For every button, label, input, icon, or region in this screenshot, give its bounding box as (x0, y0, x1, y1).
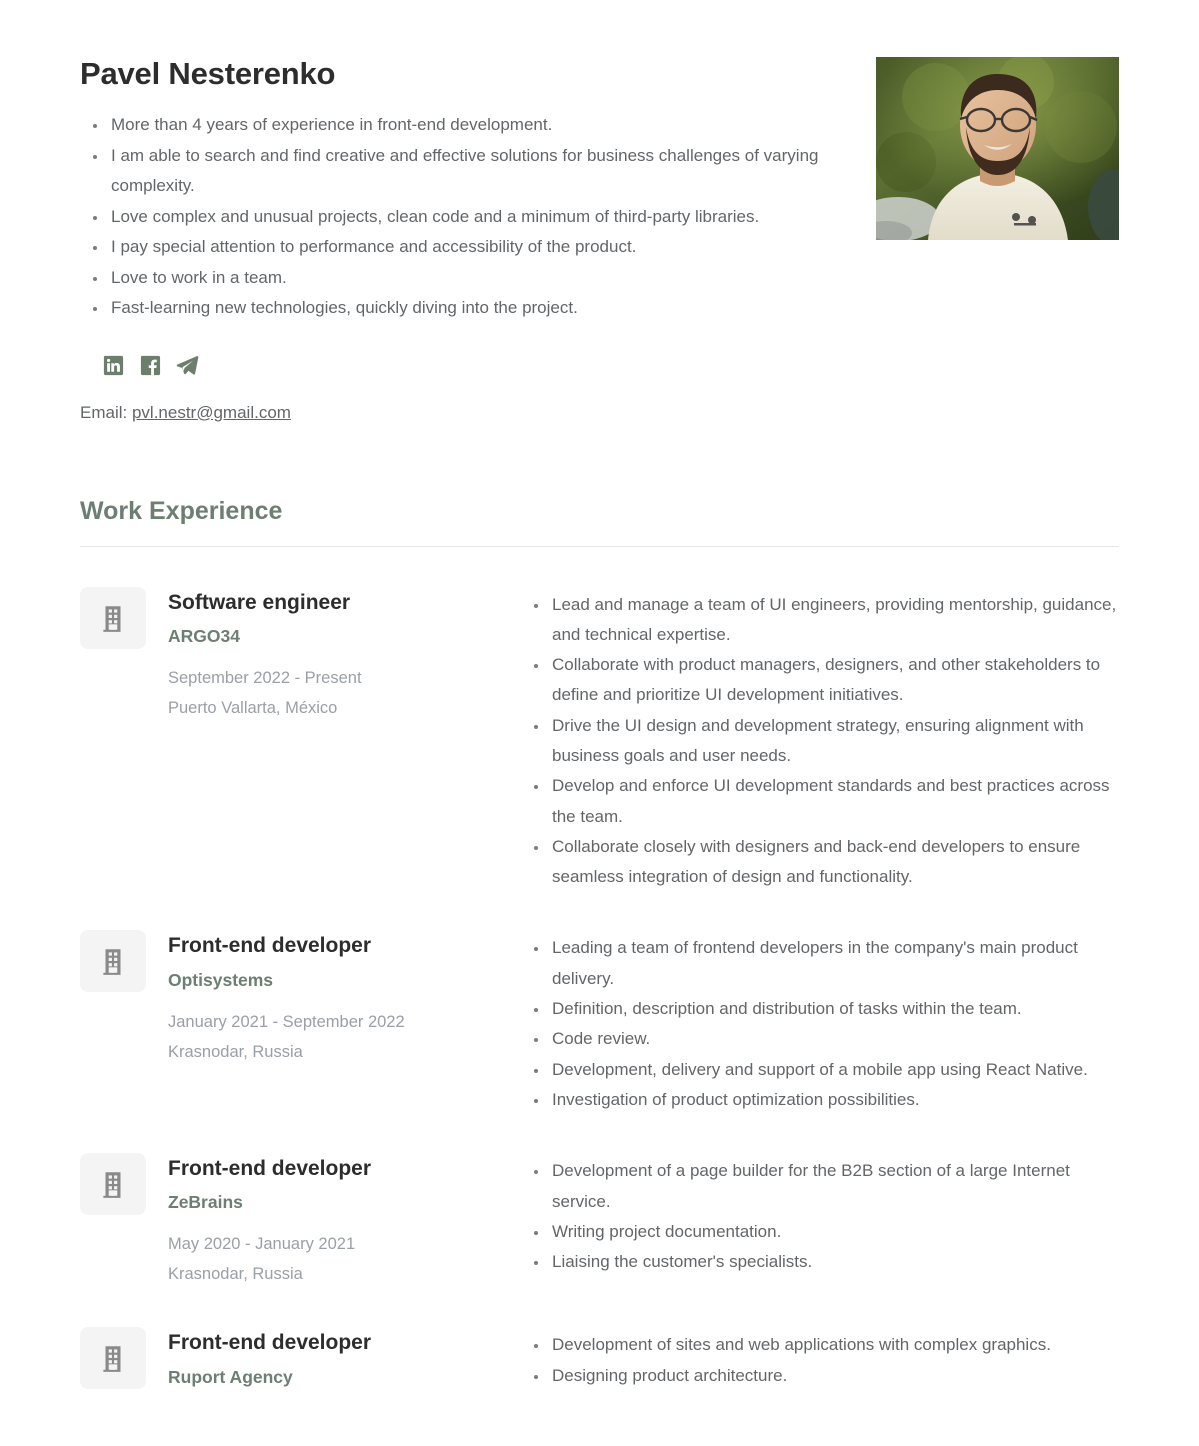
job-title: Front-end developer (168, 1331, 372, 1355)
list-item: Lead and manage a team of UI engineers, providing mentorship, guidance, and technical expertise. (525, 590, 1119, 651)
list-item: Definition, description and distribution of tasks within the team. (525, 994, 1119, 1024)
job-meta (168, 1327, 525, 1403)
avatar (876, 57, 1119, 240)
job-entry (80, 1327, 1119, 1403)
list-item: Fast-learning new technologies, quickly diving into the project. (80, 293, 840, 324)
job-title: Front-end developer (168, 934, 372, 958)
section-title: Work Experience (80, 496, 283, 525)
list-item: Code review. (525, 1024, 1119, 1054)
linkedin-icon[interactable] (101, 353, 126, 378)
list-item: Development of sites and web applications with complex graphics. (525, 1330, 1119, 1360)
job-company: ARGO34 (168, 625, 240, 646)
job-duties (525, 1327, 1119, 1391)
job-duties (525, 1153, 1119, 1277)
resume-header (80, 0, 1119, 423)
job-title: Software engineer (168, 590, 351, 614)
building-icon (80, 587, 146, 649)
list-item: Collaborate closely with designers and back-end developers to ensure seamless integration of design and functionality. (525, 832, 1119, 893)
list-item: Love complex and unusual projects, clean code and a minimum of third-party libraries. (80, 202, 840, 233)
job-company: ZeBrains (168, 1192, 243, 1213)
list-item: Development, delivery and support of a mobile app using React Native. (525, 1055, 1119, 1085)
email-label: Email: (80, 402, 128, 422)
list-item: Love to work in a team. (80, 263, 840, 294)
list-item: Liaising the customer's specialists. (525, 1247, 1119, 1277)
building-icon (80, 930, 146, 992)
job-company: Ruport Agency (168, 1366, 293, 1387)
job-duties (525, 587, 1119, 893)
job-meta (168, 1153, 525, 1289)
list-item: Writing project documentation. (525, 1217, 1119, 1247)
list-item: I pay special attention to performance and accessibility of the product. (80, 232, 840, 263)
page-title: Pavel Nesterenko (80, 56, 336, 91)
telegram-icon[interactable] (175, 353, 200, 378)
job-meta (168, 587, 525, 723)
email-link[interactable]: pvl.nestr@gmail.com (131, 402, 291, 422)
job-dates: May 2020 - January 2021 (168, 1235, 356, 1254)
job-location: Puerto Vallarta, México (168, 698, 338, 717)
job-location: Krasnodar, Russia (168, 1042, 303, 1061)
list-item: Investigation of product optimization possibilities. (525, 1085, 1119, 1115)
section-divider (80, 546, 1119, 547)
building-icon (80, 1327, 146, 1389)
list-item: Leading a team of frontend developers in the company's main product delivery. (525, 933, 1119, 994)
facebook-icon[interactable] (138, 353, 163, 378)
job-entry (80, 587, 1119, 893)
list-item: Develop and enforce UI development standards and best practices across the team. (525, 771, 1119, 832)
job-duties (525, 930, 1119, 1115)
job-title: Front-end developer (168, 1157, 372, 1181)
job-meta (168, 930, 525, 1066)
job-location: Krasnodar, Russia (168, 1265, 303, 1284)
job-entry (80, 930, 1119, 1115)
list-item: More than 4 years of experience in front-end development. (80, 110, 840, 141)
building-icon (80, 1153, 146, 1215)
job-company: Optisystems (168, 969, 274, 990)
job-entry (80, 1153, 1119, 1289)
list-item: Development of a page builder for the B2B section of a large Internet service. (525, 1156, 1119, 1217)
job-dates: January 2021 - September 2022 (168, 1012, 405, 1031)
social-links (80, 353, 1119, 378)
work-experience-section (80, 497, 1119, 1404)
email-line (80, 403, 1119, 423)
summary-list (80, 110, 840, 324)
list-item: Drive the UI design and development strategy, ensuring alignment with business goals and user needs. (525, 711, 1119, 772)
job-dates: September 2022 - Present (168, 668, 362, 687)
list-item: I am able to search and find creative and effective solutions for business challenges of varying complexity. (80, 141, 840, 202)
list-item: Collaborate with product managers, designers, and other stakeholders to define and prioritize UI development initiatives. (525, 650, 1119, 711)
list-item: Designing product architecture. (525, 1361, 1119, 1391)
